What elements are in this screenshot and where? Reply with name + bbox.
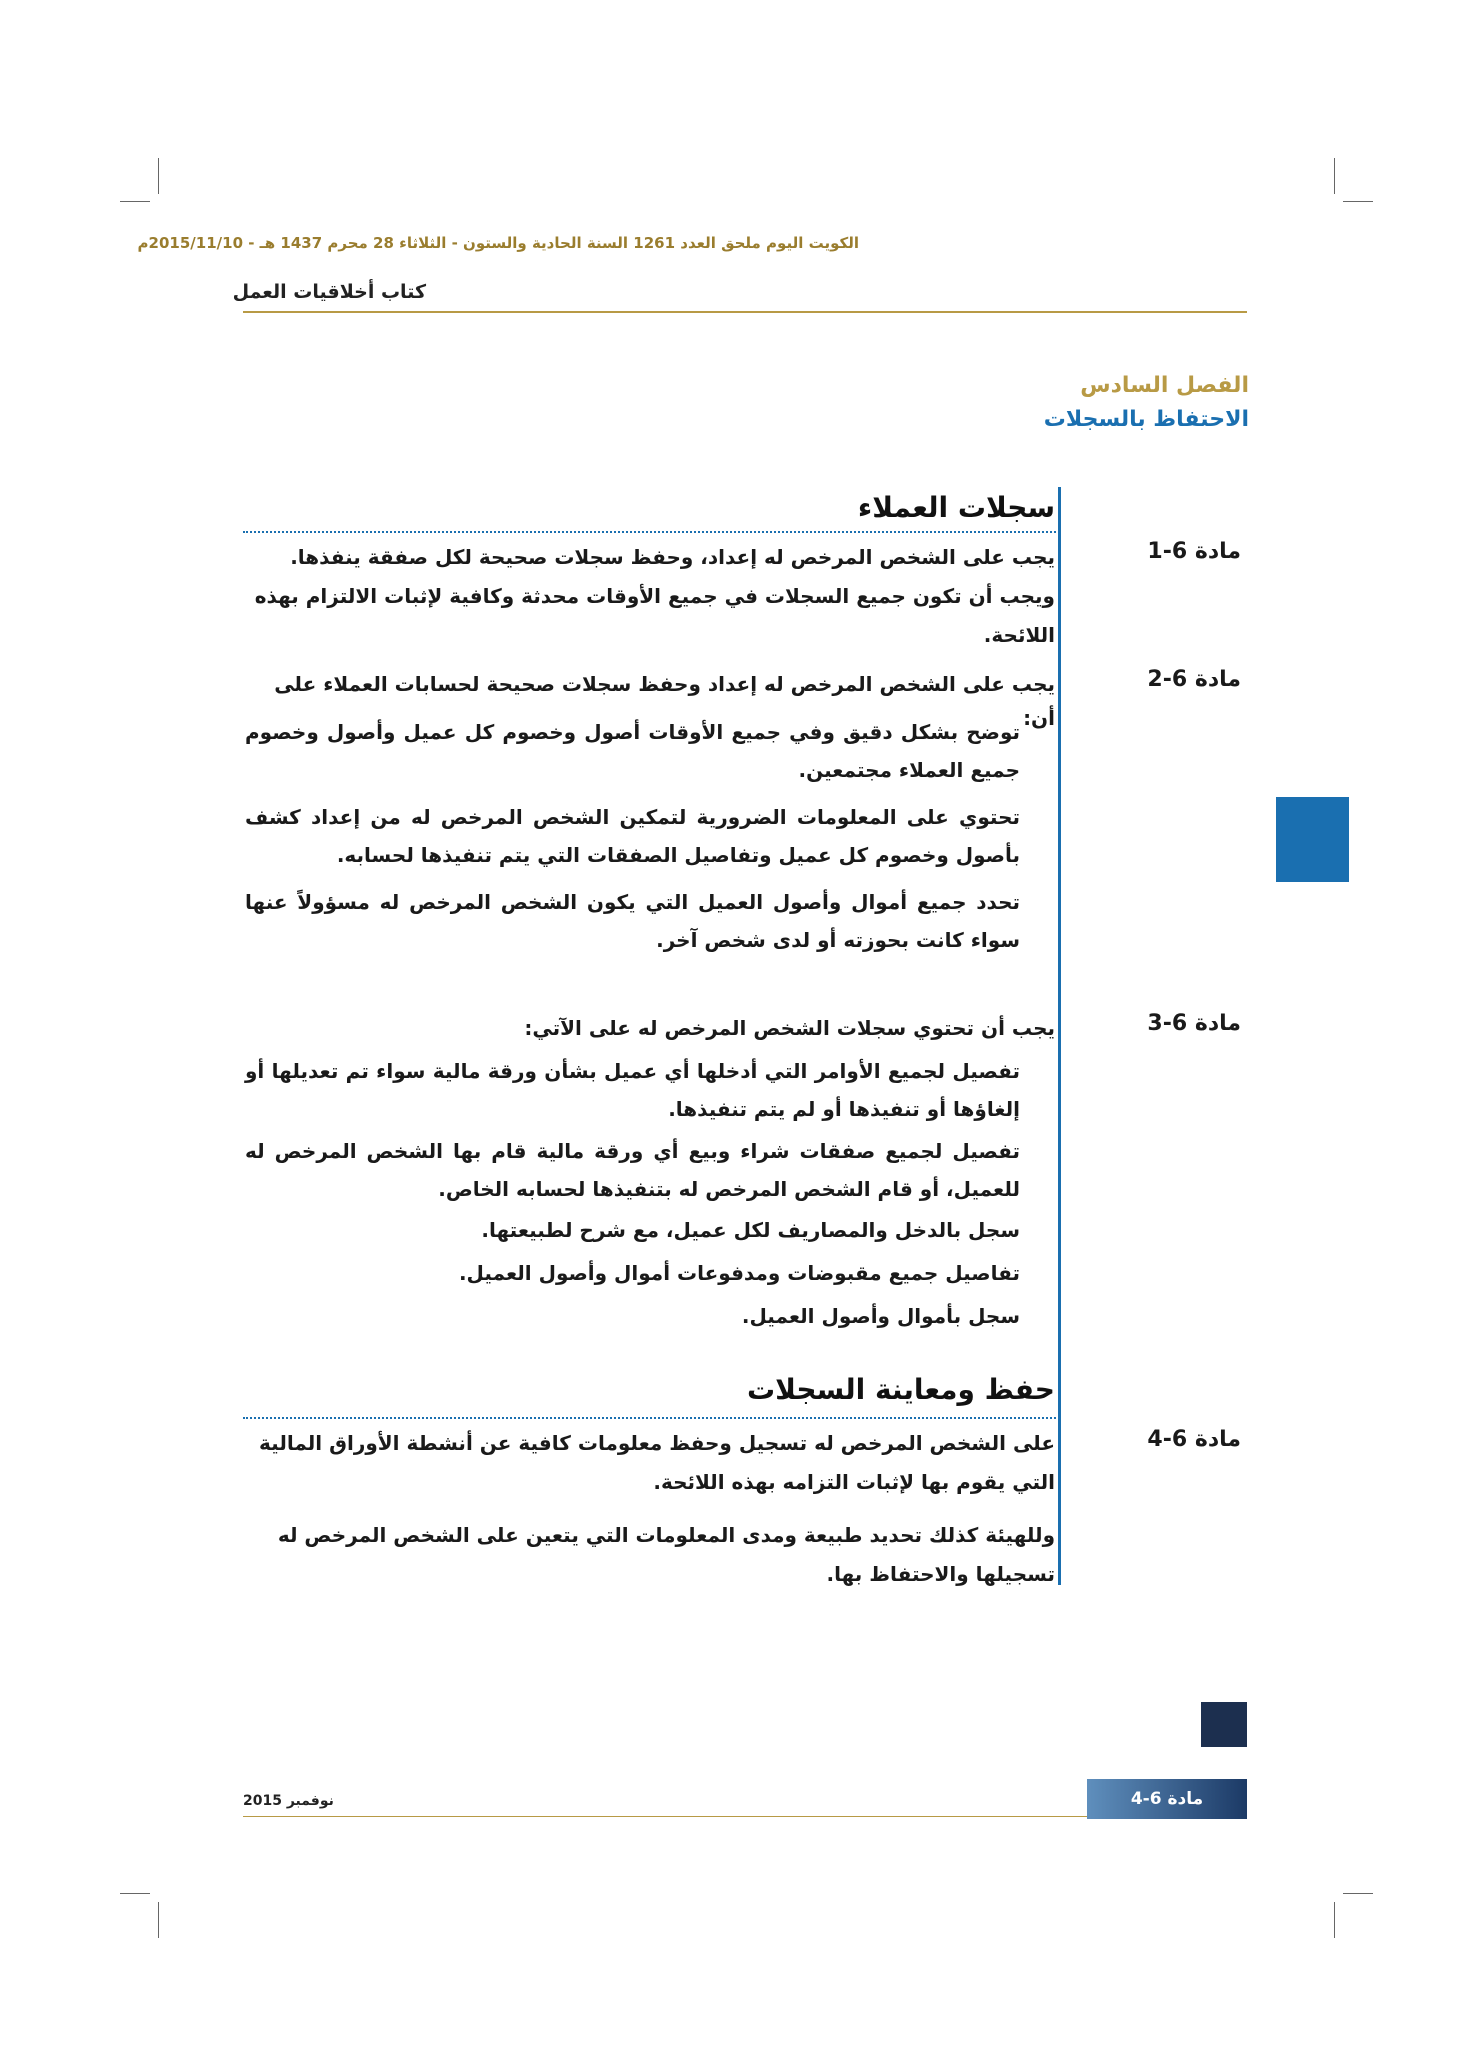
header-rule (243, 311, 1247, 313)
list-item: تحدد جميع أموال وأصول العميل التي يكون الشخص المرخص له مسؤولاً عنها سواء كانت بحوزته أو لدى شخص آخر. (245, 890, 1020, 952)
footer-date: نوفمبر 2015 (243, 1793, 334, 1809)
crop-mark (120, 1893, 150, 1894)
article-body: على الشخص المرخص له تسجيل وحفظ معلومات كافية عن أنشطة الأوراق المالية التي يقوم بها لإثبات التزامه بهذه اللائحة. (259, 1431, 1055, 1494)
section-rule (243, 531, 1056, 533)
list-item: تفصيل لجميع صفقات شراء وبيع أي ورقة مالية قام بها الشخص المرخص له للعميل، أو قام الشخص المرخص له بتنفيذها لحسابه الخاص. (245, 1139, 1020, 1201)
article-label: مادة 6-3 (1147, 1011, 1241, 1036)
section-heading: سجلات العملاء (857, 491, 1055, 524)
crop-mark (1343, 201, 1373, 202)
marker-box (1201, 1702, 1247, 1747)
article-body: يجب على الشخص المرخص له إعداد، وحفظ سجلات صحيحة لكل صفقة ينفذها. ويجب أن تكون جميع السجلات في جميع الأوقات محدثة وكافية لإثبات الالتزام بهذه اللائحة. (254, 545, 1055, 647)
list-item: تحتوي على المعلومات الضرورية لتمكين الشخص المرخص له من إعداد كشف بأصول وخصوم كل عميل وتفاصيل الصفقات التي يتم تنفيذها لحسابه. (245, 805, 1020, 867)
crop-mark (1343, 1893, 1373, 1894)
article-label: مادة 6-2 (1147, 667, 1241, 692)
book-title: كتاب أخلاقيات العمل (232, 281, 426, 303)
chapter-title: الاحتفاظ بالسجلات (1043, 407, 1249, 432)
article-intro: يجب أن تحتوي سجلات الشخص المرخص له على الآتي: (524, 1016, 1055, 1040)
chapter-label: الفصل السادس (1080, 373, 1249, 398)
crop-mark (1334, 1902, 1335, 1938)
list-item: سجل بالدخل والمصاريف لكل عميل، مع شرح لطبيعتها. (481, 1218, 1020, 1242)
article-body: وللهيئة كذلك تحديد طبيعة ومدى المعلومات التي يتعين على الشخص المرخص له تسجيلها والاحتفاظ بها. (277, 1523, 1055, 1586)
list-item: سجل بأموال وأصول العميل. (741, 1304, 1020, 1328)
gazette-header: الكويت اليوم ملحق العدد 1261 السنة الحادية والستون - الثلاثاء 28 محرم 1437 هـ - 2015/11/10م (137, 234, 859, 252)
crop-mark (120, 201, 150, 202)
section-heading: حفظ ومعاينة السجلات (747, 1373, 1055, 1406)
footer-article-tab: مادة 6-4 (1087, 1779, 1247, 1819)
article-intro: يجب على الشخص المرخص له إعداد وحفظ سجلات صحيحة لحسابات العملاء على أن: (274, 672, 1055, 730)
article-label: مادة 6-4 (1147, 1427, 1241, 1452)
crop-mark (158, 1902, 159, 1938)
list-item: تفاصيل جميع مقبوضات ومدفوعات أموال وأصول العميل. (458, 1261, 1020, 1285)
list-item: تفصيل لجميع الأوامر التي أدخلها أي عميل بشأن ورقة مالية سواء تم تعديلها أو إلغاؤها أو تنفيذها أو لم يتم تنفيذها. (245, 1059, 1020, 1121)
chapter-tab (1276, 797, 1349, 882)
crop-mark (1334, 158, 1335, 194)
list-item: توضح بشكل دقيق وفي جميع الأوقات أصول وخصوم كل عميل وأصول وخصوم جميع العملاء مجتمعين. (245, 720, 1020, 782)
column-divider (1058, 487, 1061, 1585)
section-rule (243, 1417, 1056, 1419)
article-label: مادة 6-1 (1147, 539, 1241, 564)
crop-mark (158, 158, 159, 194)
